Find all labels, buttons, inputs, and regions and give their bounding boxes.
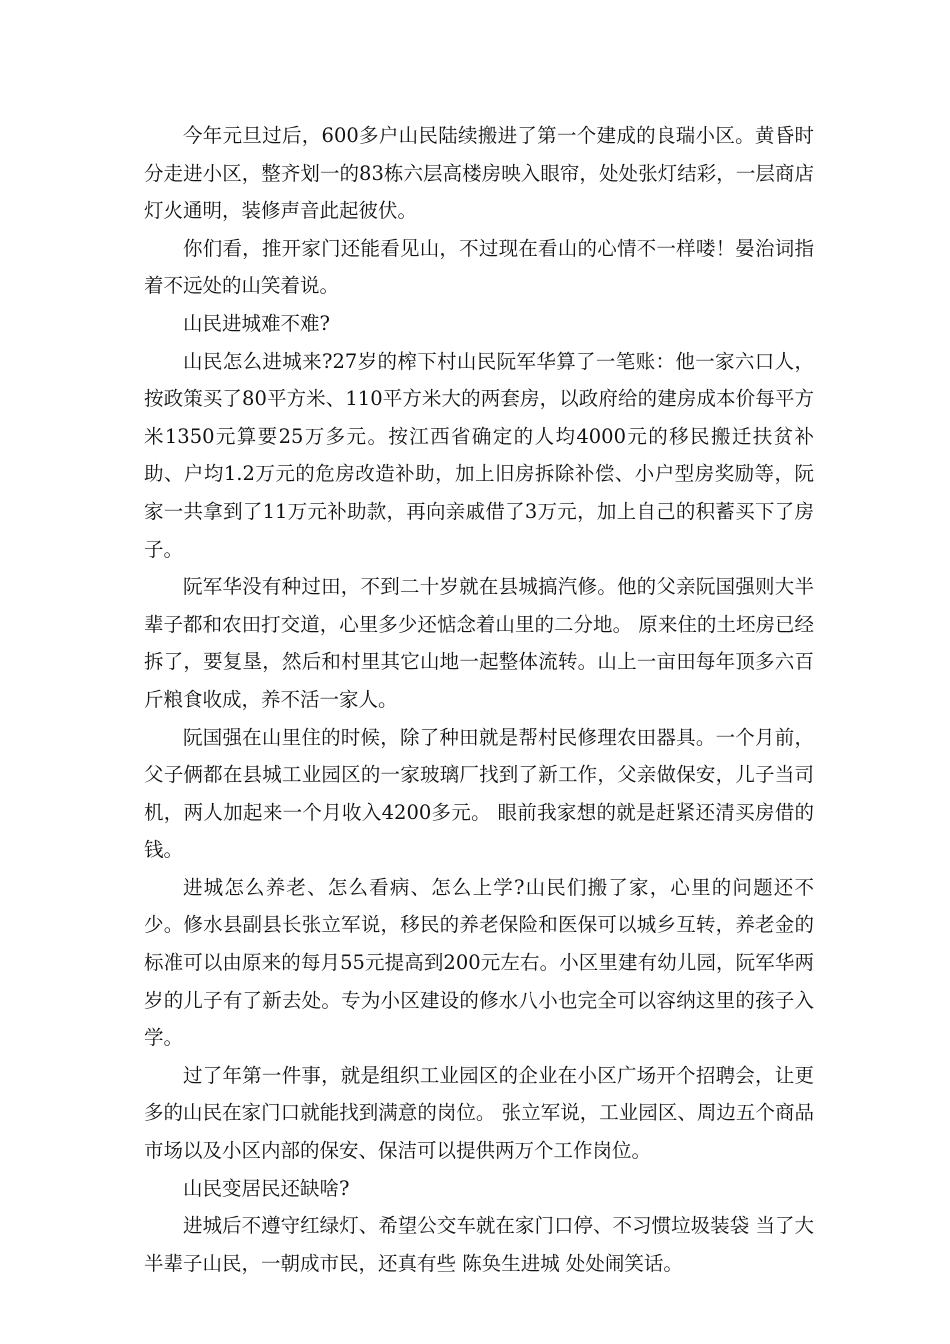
- paragraph-housing-cost: 山民怎么进城来?27岁的榨下村山民阮军华算了一笔账：他一家六口人，按政策买了80平方米、110平方米大的两套房，以政府给的建房成本价每平方米1350元算要25万多元。按江西省确定的人均4000元的移民搬迁扶贫补助、户均1.2万元的危房改造补助，加上旧房拆除补偿、小户型房奖励等，阮家一共拿到了11万元补助款，再向亲戚借了3万元，加上自己的积蓄买下了房子。: [144, 349, 814, 561]
- paragraph-new-year-move: 今年元旦过后，600多户山民陆续搬进了第一个建成的良瑞小区。黄昏时分走进小区，整齐划一的83栋六层高楼房映入眼帘，处处张灯结彩，一层商店灯火通明，装修声音此起彼伏。: [144, 124, 814, 223]
- paragraph-job-fair: 过了年第一件事，就是组织工业园区的企业在小区广场开个招聘会，让更多的山民在家门口就能找到满意的岗位。 张立军说，工业园区、周边五个商品市场以及小区内部的保安、保洁可以提供两万个工作岗位。: [144, 1063, 814, 1163]
- section-heading-residents-needs: 山民变居民还缺啥?: [183, 1176, 350, 1200]
- paragraph-quote-mountain: 你们看，推开家门还能看见山，不过现在看山的心情不一样喽！晏治词指着不远处的山笑着说。: [144, 236, 814, 298]
- paragraph-new-jobs: 阮国强在山里住的时候，除了种田就是帮村民修理农田器具。一个月前，父子俩都在县城工业园区的一家玻璃厂找到了新工作，父亲做保安，儿子当司机，两人加起来一个月收入4200多元。 眼前我家想的就是赶紧还清买房借的钱。: [144, 725, 814, 862]
- document-body: [144, 117, 814, 1282]
- section-heading-moving-to-city: 山民进城难不难?: [183, 311, 330, 335]
- paragraph-pension-school: 进城怎么养老、怎么看病、怎么上学?山民们搬了家，心里的问题还不少。修水县副县长张立军说，移民的养老保险和医保可以城乡互转，养老金的标准可以由原来的每月55元提高到200元左右。小区里建有幼儿园，阮军华两岁的儿子有了新去处。专为小区建设的修水八小也完全可以容纳这里的孩子入学。: [144, 875, 814, 1050]
- paragraph-city-habits: 进城后不遵守红绿灯、希望公交车就在家门口停、不习惯垃圾装袋 当了大半辈子山民，一朝成市民，还真有些 陈奂生进城 处处闹笑话。: [144, 1214, 814, 1275]
- paragraph-father-farmland: 阮军华没有种过田，不到二十岁就在县城搞汽修。他的父亲阮国强则大半辈子都和农田打交道，心里多少还惦念着山里的二分地。 原来住的土坯房已经拆了，要复垦，然后和村里其它山地一起整体流转。山上一亩田每年顶多六百斤粮食收成，养不活一家人。: [144, 575, 814, 711]
